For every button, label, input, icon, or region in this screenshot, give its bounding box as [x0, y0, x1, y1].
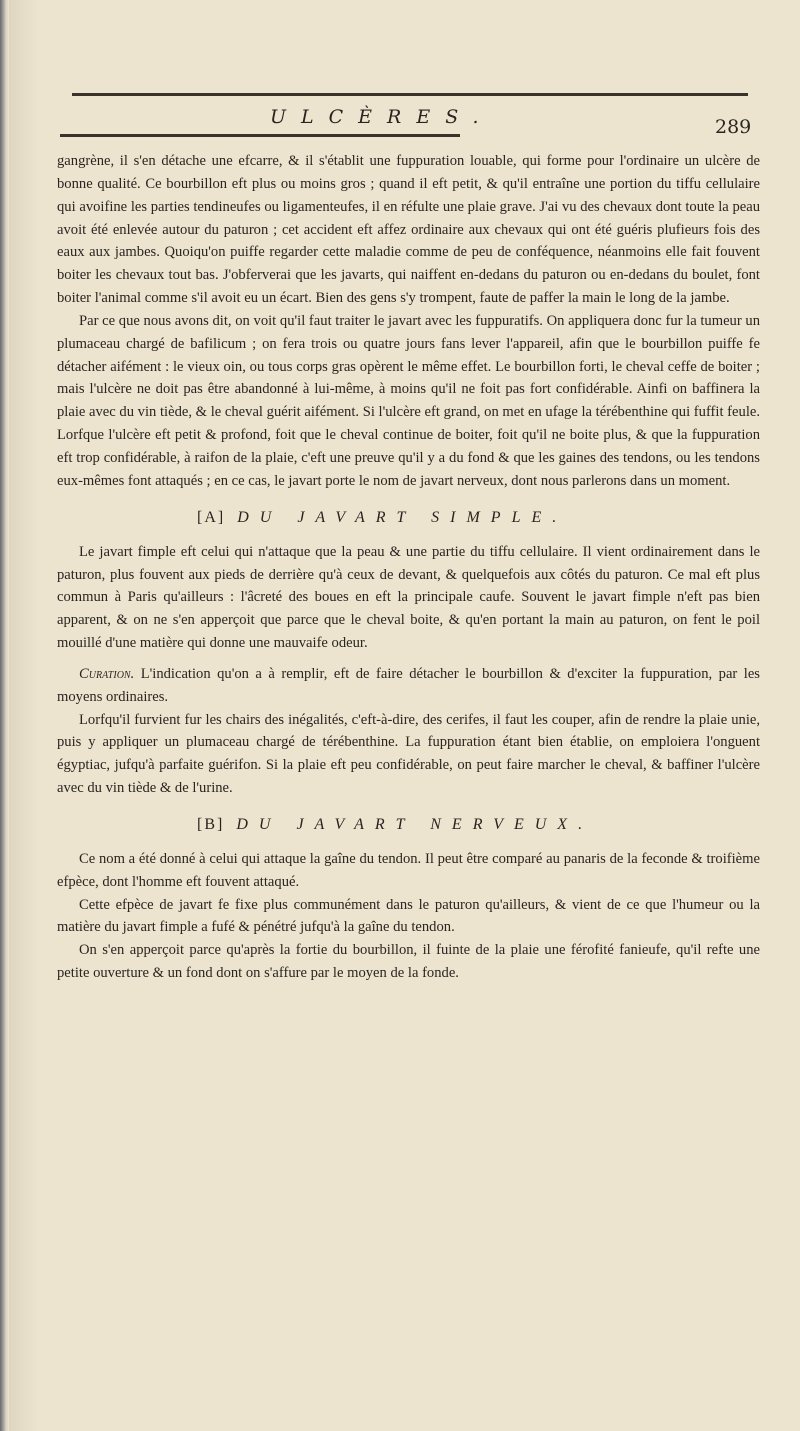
paragraph-4-text: L'indication qu'on a à remplir, eft de faire détacher le bourbillon & d'exciter la fuppuration, par les moyens ordinaires. — [57, 665, 760, 705]
page-body — [57, 150, 760, 985]
paragraph-4 — [57, 663, 760, 709]
section-mark-a: [A] — [197, 508, 226, 526]
curation-label: Curation. — [79, 665, 135, 682]
paragraph-6: Ce nom a été donné à celui qui attaque la gaîne du tendon. Il peut être comparé au panaris de la feconde & troifième efpèce, dont l'homme eft fouvent attaqué. — [57, 850, 760, 890]
paragraph-8: On s'en apperçoit parce qu'après la fortie du bourbillon, il fuinte de la plaie une férofité fanieufe, qu'il refte une petite ouverture & un fond dont on s'affure par le moyen de la fonde. — [57, 942, 760, 982]
section-mark-b: [B] — [197, 815, 225, 833]
header-rule-bottom — [60, 134, 460, 137]
section-title-b: DU JAVART NERVEUX. — [236, 815, 594, 833]
section-heading-javart-nerveux — [57, 812, 760, 838]
running-title: ULCÈRES. — [270, 106, 494, 128]
paragraph-1: gangrène, il s'en détache une efcarre, & il s'établit une fuppuration louable, qui forme pour l'ordinaire un ulcère de bonne qualité. Ce bourbillon eft plus ou moins gros ; quand il eft petit, & qu'il entraîne une portion du tiffu cellulaire qui avoifine les parties tendineufes ou ligamenteufes, il en réfulte une plaie grave. J'ai vu des chevaux dont toute la peau avoit été enlevée autour du paturon ; cet accident eft affez ordinaire aux chevaux qui ont été guéris plufieurs fois des eaux aux jambes. Quoiqu'on puiffe regarder cette maladie comme de peu de conféquence, néanmoins elle fait fouvent boiter les chevaux tout bas. J'obferverai que les javarts, qui naiffent en-dedans du paturon ou en-dedans du boulet, font boiter l'animal comme s'il avoit eu un écart. Bien des gens s'y trompent, faute de paffer la main le long de la jambe. — [57, 153, 760, 307]
paragraph-7: Cette efpèce de javart fe fixe plus communément dans le paturon qu'ailleurs, & vient de ce que l'humeur ou la matière du javart fimple a fufé & pénétré jufqu'à la gaîne du tendon. — [57, 896, 760, 936]
page-gutter-shadow — [9, 0, 39, 1431]
page-number: 289 — [715, 116, 752, 138]
section-heading-javart-simple — [57, 505, 760, 531]
paragraph-5: Lorfqu'il furvient fur les chairs des inégalités, c'eft-à-dire, des cerifes, il faut les couper, afin de rendre la plaie unie, puis y appliquer un plumaceau chargé de térébenthine. La fuppuration étant bien établie, on emploiera l'onguent égyptiac, jufqu'à parfaite guérifon. Si la plaie eft peu confidérable, on peut faire marcher le cheval, & baffiner l'ulcère avec du vin tiède & de l'urine. — [57, 711, 760, 797]
paragraph-2: Par ce que nous avons dit, on voit qu'il faut traiter le javart avec les fuppuratifs. On appliquera donc fur la tumeur un plumaceau chargé de bafilicum ; on fera trois ou quatre jours fans lever l'appareil, afin que le bourbillon puiffe fe détacher aifément : le vieux oin, ou tous corps gras opèrent le même effet. Le bourbillon forti, le cheval ceffe de boiter ; mais l'ulcère ne doit pas être abandonné à lui-même, à moins qu'il ne foit pas fort confidérable. Ainfi on baffinera la plaie avec du vin tiède, & le cheval guérit aifément. Si l'ulcère eft grand, on met en ufage la térébenthine qui fuffit feule. Lorfque l'ulcère eft petit & profond, foit que le cheval continue de boiter, foit qu'il ne boite plus, & que la fuppuration eft trop confidérable, à raifon de la plaie, c'eft une preuve qu'il y a du fond & que les gaines des tendons, ou les tendons eux-mêmes font attaqués ; en ce cas, le javart porte le nom de javart nerveux, dont nous parlerons dans un moment. — [57, 312, 760, 489]
header-rule-top — [72, 93, 748, 96]
page-binding-edge — [0, 0, 9, 1431]
section-title-a: DU JAVART SIMPLE. — [237, 508, 568, 526]
paragraph-3: Le javart fimple eft celui qui n'attaque que la peau & une partie du tiffu cellulaire. Il vient ordinairement dans le paturon, plus fouvent aux pieds de derrière qu'à ceux de devant, & quelquefois aux côtés du paturon. Ce mal eft plus commun à Paris qu'ailleurs : l'âcreté des boues en eft la principale caufe. Souvent le javart fimple n'eft pas bien apparent, & on ne s'en apperçoit que parce que le cheval boite, & qu'en portant la main au paturon, on fent le poil mouillé d'une matière qui donne une mauvaife odeur. — [57, 543, 760, 652]
